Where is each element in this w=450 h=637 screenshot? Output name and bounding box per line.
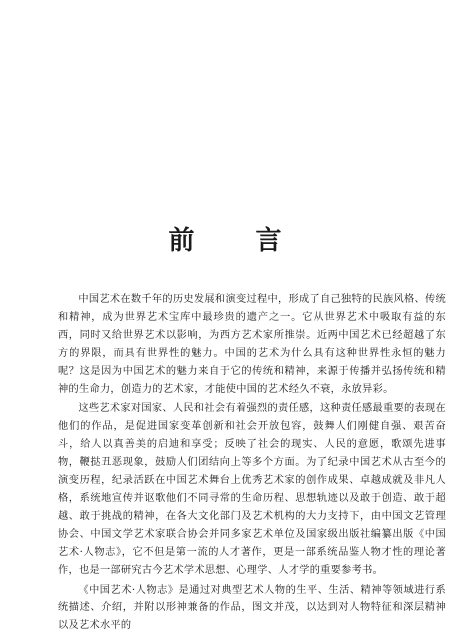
body-text bbox=[58, 291, 446, 637]
paragraph-3: 《中国艺术·人物志》是通过对典型艺术人物的生平、生活、精神等领域进行系统描述、介绍，并附以形神兼备的作品，图文并茂，以达到对人物特征和深层精神以及艺术水平的 bbox=[58, 584, 446, 632]
paragraph-2: 这些艺术家对国家、人民和社会有着强烈的责任感，这种责任感最重要的表现在他们的作品，是促进国家变革创新和社会开放包容，鼓舞人们刚健自强、艰苦奋斗，给人以真善美的启迪和享受；反映了社会的现实、人民的意愿，歌颂先进事物，鞭挞丑恶现象，鼓励人们团结向上等多个方面。为了纪录中国艺术从古至今的演变历程，纪录活跃在中国艺术舞台上优秀艺术家的创作成果、卓越成就及非凡人格，系统地宣传并讴歌他们不同寻常的生命历程、思想轨迹以及敢于创造、敢于超越、敢于挑战的精神，在各大文化部门及艺术机构的大力支持下，由中国文艺管理协会、中国文学艺术家联合协会并同多家艺术单位及国家级出版社编纂出版《中国艺术·人物志》，它不但是第一流的人才著作，更是一部系统品鉴人物才性的理论著作，也是一部研究古今艺术学术思想、心理学、人才学的重要参考书。 bbox=[58, 403, 446, 576]
page-title: 前 言 bbox=[168, 226, 308, 256]
paragraph-1: 中国艺术在数千年的历史发展和演变过程中，形成了自己独特的民族风格、传统和精神，成为世界艺术宝库中最珍贵的遗产之一。它从世界艺术中吸取有益的东西，同时又给世界艺术以影响，为西方艺术家所推崇。近两中国艺术已经超越了东方的界限，而具有世界性的魅力。中国的艺术为什么具有这种世界性永恒的魅力呢？这是因为中国艺术的魅力来自于它的传统和精神，来源于传播并弘扬传统和精神的生命力，创造力的艺术家，才能使中国的艺术经久不衰，永放异彩。 bbox=[58, 294, 446, 395]
